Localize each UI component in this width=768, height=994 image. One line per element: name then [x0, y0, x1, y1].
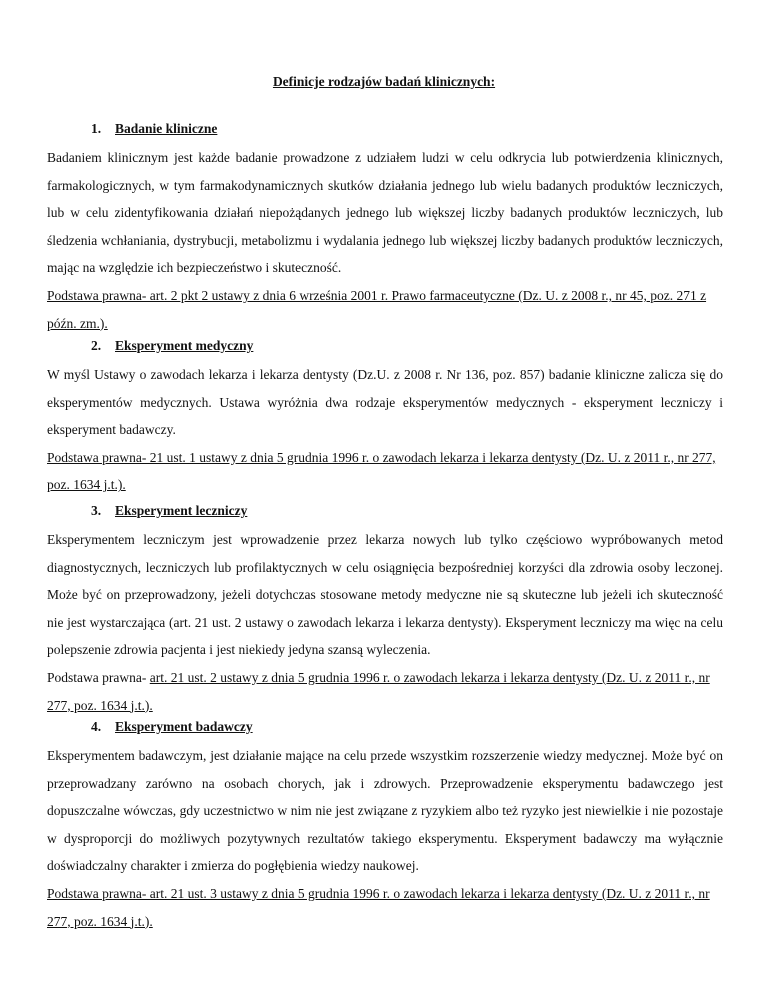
section-badanie-kliniczne — [47, 118, 723, 337]
section-heading — [91, 500, 723, 522]
section-title: Eksperyment badawczy — [115, 719, 253, 734]
section-eksperyment-leczniczy — [47, 500, 723, 719]
section-eksperyment-medyczny — [47, 335, 723, 499]
section-heading — [91, 335, 723, 357]
legal-basis: Podstawa prawna- art. 2 pkt 2 ustawy z dnia 6 września 2001 r. Prawo farmaceutyczne (Dz. U. z 2008 r., nr 45, poz. 271 z późn. zm.). — [47, 287, 707, 331]
legal-basis: Podstawa prawna- art. 21 ust. 3 ustawy z dnia 5 grudnia 1996 r. o zawodach lekarza i lekarza dentysty (Dz. U. z 2011 r., nr 277, poz. 1634 j.t.). — [47, 885, 710, 929]
section-number: 3. — [91, 503, 102, 518]
section-body: W myśl Ustawy o zawodach lekarza i lekarza dentysty (Dz.U. z 2008 r. Nr 136, poz. 857) badanie kliniczne zalicza się do eksperymentów medycznych. Ustawa wyróżnia dwa rodzaje eksperymentów medycznych - eksperyment leczniczy i eksperyment badawczy. — [47, 367, 723, 438]
legal-basis-reference: art. 21 ust. 2 ustawy z dnia 5 grudnia 1996 r. o zawodach lekarza i lekarza dentysty (Dz. U. z 2011 r., nr 277, poz. 1634 j.t.). — [47, 669, 710, 713]
section-body: Eksperymentem leczniczym jest wprowadzenie przez lekarza nowych lub tylko częściowo wypróbowanych metod diagnostycznych, leczniczych lub profilaktycznych w celu osiągnięcia bezpośredniej korzyści dla zdrowia osoby leczonej. Może być on przeprowadzony, jeżeli dotychczas stosowane metody medyczne nie są skuteczne lub jeżeli ich skuteczność nie jest wystarczająca (art. 21 ust. 2 ustawy o zawodach lekarza i lekarza dentysty). Eksperyment leczniczy ma więc na celu polepszenie zdrowia pacjenta i jest niekiedy jedyna szansą wyleczenia. — [47, 532, 723, 658]
section-title: Badanie kliniczne — [115, 121, 218, 136]
page-title: Definicje rodzajów badań klinicznych: — [272, 74, 496, 89]
legal-basis: Podstawa prawna- 21 ust. 1 ustawy z dnia 5 grudnia 1996 r. o zawodach lekarza i lekarza dentysty (Dz. U. z 2011 r., nr 277, poz. 1634 j.t.). — [47, 449, 716, 493]
section-eksperyment-badawczy — [47, 716, 723, 935]
section-number: 4. — [91, 719, 102, 734]
legal-basis — [47, 664, 723, 719]
section-body: Eksperymentem badawczym, jest działanie mające na celu przede wszystkim rozszerzenie wiedzy medycznej. Może być on przeprowadzany zarówno na osobach chorych, jak i zdrowych. Przeprowadzenie eksperymentu badawczego jest dopuszczalne wówczas, gdy uczestnictwo w nim nie jest związane z ryzykiem albo też ryzyko jest niewielkie i nie pozostaje w dysproporcji do możliwych pozytywnych rezultatów takiego eksperymentu. Eksperyment badawczy ma wyłącznie doświadczalny charakter i zmierza do pogłębienia wiedzy naukowej. — [47, 748, 723, 874]
section-heading — [91, 716, 723, 738]
section-body: Badaniem klinicznym jest każde badanie prowadzone z udziałem ludzi w celu odkrycia lub potwierdzenia klinicznych, farmakologicznych, w tym farmakodynamicznych skutków działania jednego lub wielu badanych produktów leczniczych, lub w celu zidentyfikowania działań niepożądanych jednego lub większej liczby badanych produktów leczniczych, lub śledzenia wchłaniania, dystrybucji, metabolizmu i wydalania jednego lub większej liczby badanych produktów leczniczych, mając na względzie ich bezpieczeństwo i skuteczność. — [47, 150, 723, 276]
section-number: 2. — [91, 338, 102, 353]
section-number: 1. — [91, 121, 102, 136]
legal-basis-prefix: Podstawa prawna- — [47, 669, 150, 685]
section-title: Eksperyment leczniczy — [115, 503, 248, 518]
section-title: Eksperyment medyczny — [115, 338, 254, 353]
section-heading — [91, 118, 723, 140]
